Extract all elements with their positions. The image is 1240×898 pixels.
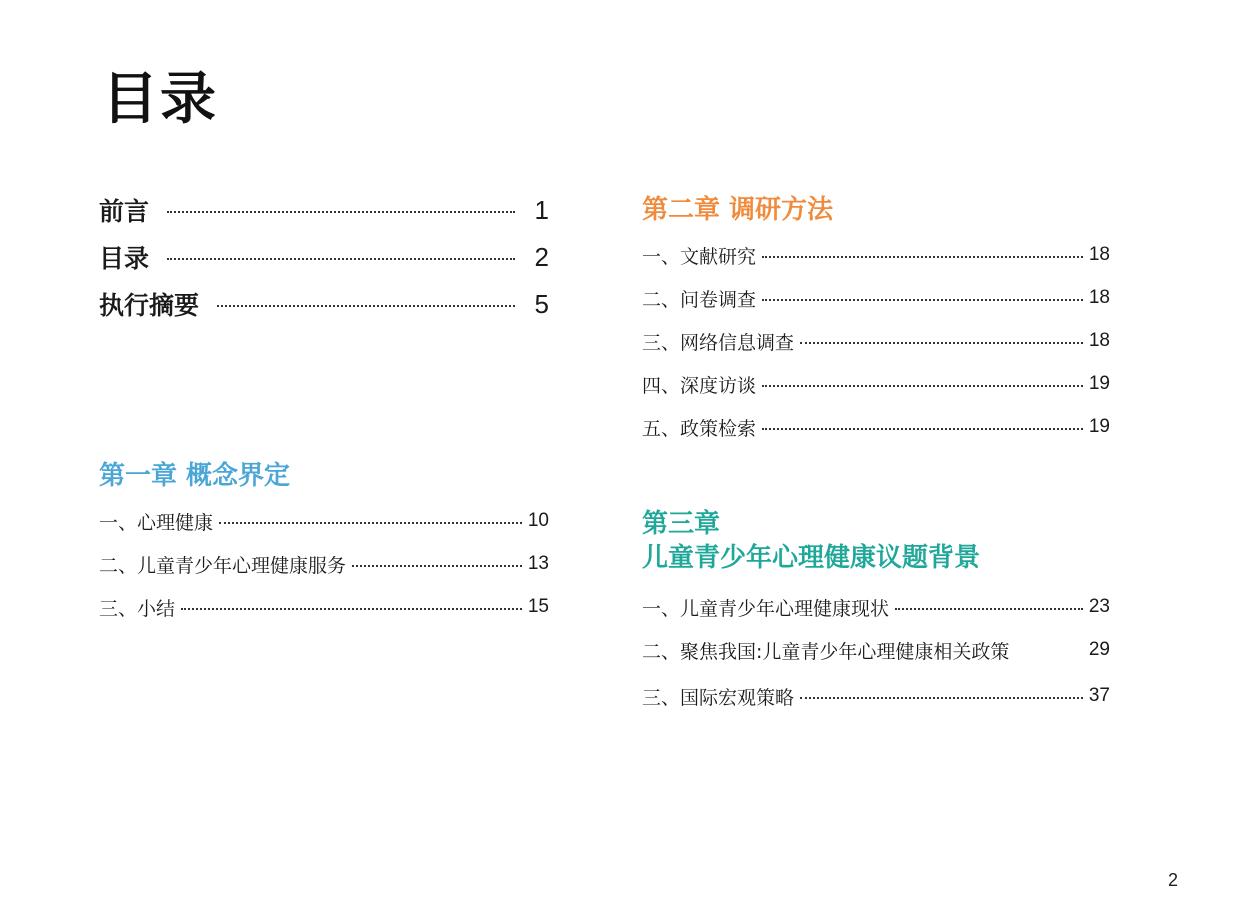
- chapter2-heading[interactable]: 第二章 调研方法: [642, 195, 834, 225]
- dot-leader: [895, 608, 1083, 610]
- toc-entry-ch2-1[interactable]: [642, 242, 1110, 268]
- toc-entry-page: 37: [1088, 685, 1110, 706]
- toc-entry-label: 二、儿童青少年心理健康服务: [99, 554, 347, 577]
- toc-entry-page: 18: [1088, 330, 1110, 351]
- dot-leader: [352, 565, 522, 567]
- dot-leader: [217, 305, 515, 307]
- toc-entry-label: 三、国际宏观策略: [642, 686, 795, 709]
- dot-leader: [167, 211, 515, 213]
- dot-leader: [762, 385, 1083, 387]
- toc-entry-page: 5: [534, 288, 549, 319]
- toc-entry-page: 13: [527, 553, 549, 574]
- dot-leader: [181, 608, 522, 610]
- toc-entry-ch2-5[interactable]: [642, 414, 1110, 440]
- dot-leader: [762, 256, 1083, 258]
- toc-entry-label: 一、儿童青少年心理健康现状: [642, 597, 890, 620]
- toc-entry-executive-summary[interactable]: [99, 288, 549, 320]
- toc-entry-page: 23: [1088, 596, 1110, 617]
- toc-entry-ch1-3[interactable]: [99, 594, 549, 620]
- toc-entry-label: 前言: [99, 197, 150, 226]
- dot-leader: [167, 258, 515, 260]
- toc-entry-label: 目录: [99, 244, 150, 273]
- dot-leader: [800, 697, 1083, 699]
- dot-leader: [762, 299, 1083, 301]
- toc-entry-ch1-1[interactable]: [99, 508, 549, 534]
- toc-entry-page: 10: [527, 510, 549, 531]
- page-title: 目录: [102, 67, 218, 132]
- toc-entry-label: 四、深度访谈: [642, 374, 757, 397]
- toc-entry-ch3-2[interactable]: [642, 637, 1110, 663]
- toc-entry-page: 1: [534, 194, 549, 225]
- chapter3-heading-line1[interactable]: 第三章: [642, 509, 721, 539]
- toc-entry-label: 一、文献研究: [642, 245, 757, 268]
- toc-entry-ch2-3[interactable]: [642, 328, 1110, 354]
- toc-entry-page: 19: [1088, 416, 1110, 437]
- toc-entry-page: 15: [527, 596, 549, 617]
- toc-entry-label: 五、政策检索: [642, 417, 757, 440]
- dot-leader: [1015, 649, 1082, 651]
- toc-entry-ch1-2[interactable]: [99, 551, 549, 577]
- toc-entry-page: 18: [1088, 244, 1110, 265]
- toc-entry-label: 三、小结: [99, 597, 176, 620]
- toc-entry-page: 29: [1088, 639, 1110, 660]
- toc-entry-preface[interactable]: [99, 194, 549, 226]
- toc-entry-label: 一、心理健康: [99, 511, 214, 534]
- toc-entry-label: 二、问卷调查: [642, 288, 757, 311]
- toc-entry-contents[interactable]: [99, 241, 549, 273]
- toc-entry-ch2-4[interactable]: [642, 371, 1110, 397]
- toc-entry-label: 二、聚焦我国:儿童青少年心理健康相关政策: [642, 640, 1010, 663]
- page-number: 2: [1167, 870, 1178, 890]
- toc-entry-label: 执行摘要: [99, 291, 200, 320]
- dot-leader: [800, 342, 1083, 344]
- toc-entry-page: 2: [534, 241, 549, 272]
- dot-leader: [219, 522, 522, 524]
- toc-entry-ch3-3[interactable]: [642, 683, 1110, 709]
- chapter3-heading-line2[interactable]: 儿童青少年心理健康议题背景: [642, 543, 981, 573]
- toc-entry-label: 三、网络信息调查: [642, 331, 795, 354]
- toc-entry-ch3-1[interactable]: [642, 594, 1110, 620]
- toc-entry-ch2-2[interactable]: [642, 285, 1110, 311]
- toc-entry-page: 19: [1088, 373, 1110, 394]
- toc-entry-page: 18: [1088, 287, 1110, 308]
- chapter1-heading[interactable]: 第一章 概念界定: [99, 461, 291, 491]
- dot-leader: [762, 428, 1083, 430]
